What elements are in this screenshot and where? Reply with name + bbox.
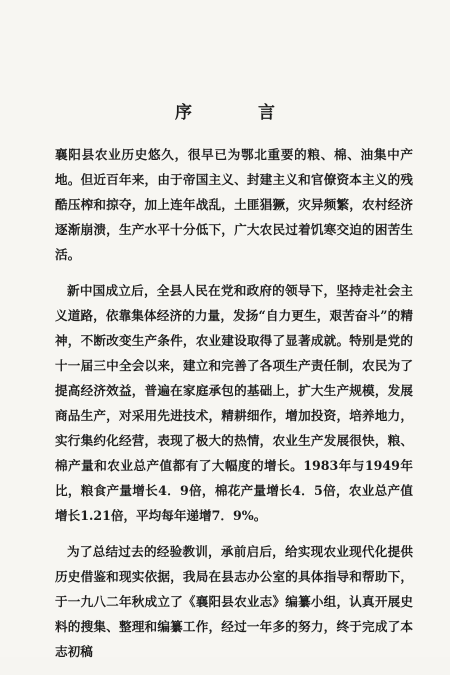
preface-body xyxy=(55,142,413,675)
paragraph-2: 新中国成立后，全县人民在党和政府的领导下，坚持走社会主义道路，依靠集体经济的力量，发扬“自力更生，艰苦奋斗”的精神，不断改变生产条件，农业建设取得了显著成就。特别是党的十一届三中全会以来，建立和完善了各项生产责任制，农民为了提高经济效益，普遍在家庭承包的基础上，扩大生产规模，发展商品生产，对采用先进技术，精耕细作，增加投资，培养地力，实行集约化经营，表现了极大的热情，农业生产发展很快，粮、棉产量和农业总产值都有了大幅度的增长。1983年与1949年比，粮食产量增长4．9倍，棉花产量增长4．5倍，农业总产值增长1.21倍，平均每年递增7．9%。 xyxy=(55,283,413,523)
paragraph-3: 为了总结过去的经验教训，承前启后，给实现农业现代化提供历史借鉴和现实依据，我局在县志办公室的具体指导和帮助下，于一九八二年秋成立了《襄阳县农业志》编纂小组，认真开展史料的搜集、整理和编纂工作，经过一年多的努力，终于完成了本志初稿 xyxy=(55,544,413,659)
paragraph-1: 襄阳县农业历史悠久，很早已为鄂北重要的粮、棉、油集中产地。但近百年来，由于帝国主义、封建主义和官僚资本主义的残酷压榨和掠夺，加上连年战乱，土匪猖獗，灾异频繁，农村经济逐渐崩溃，生产水平十分低下，广大农民过着饥寒交迫的困苦生活。 xyxy=(55,147,413,262)
preface-title: 序 言 xyxy=(175,103,305,123)
